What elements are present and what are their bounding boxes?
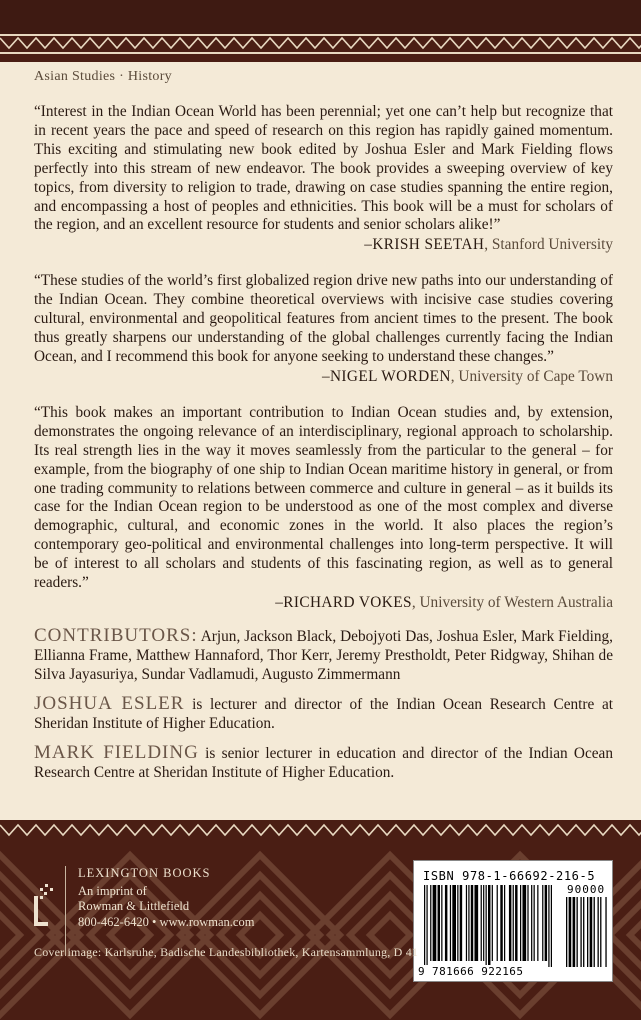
editor-bio-text: is senior lecturer in education and director of the Indian Ocean Research Centre at Sheridan Institute of Higher Education. [34,744,613,781]
addon-barcode-bars [566,897,608,967]
quote-institution: , University of Cape Town [450,367,613,385]
quote-text: “Interest in the Indian Ocean World has been perennial; yet one can’t help but recognize that in recent years the pace and speed of research on this region has rapidly gained momentum. This exciting and stimulating new book edited by Joshua Esler and Mark Fielding flows perfectly into this stream of new endeavor. The book provides a sweeping overview of key topics, from diversity to religion to trade, drawing on case studies spanning the entire region, and encompassing a host of peoples and ethnicities. This book will be a must for scholars of the region, and an excellent resource for students and senior scholars alike!” [34,103,613,234]
zigzag-border [0,823,641,837]
quote-attribution [34,235,613,254]
quote-author: –RICHARD VOKES [275,593,412,611]
quote-author: –KRISH SEETAH [364,236,485,254]
price-addon-number: 90000 [567,883,606,896]
top-decorative-band [0,0,641,62]
publisher-parent: Rowman & Littlefield [78,899,190,913]
contributors-names: Arjun, Jackson Black, Debojyoti Das, Joshua Esler, Mark Fielding, Ellianna Frame, Matthew Hannaford, Thor Kerr, Jeremy Prestholdt, Peter Ridgway, Shihan de Silva Jayasuriya, Sundar Vadlamudi, Augusto Zimmermann [34,627,613,683]
back-cover-content [34,103,613,782]
endorsement-quote [34,404,613,612]
endorsement-quote [34,103,613,254]
bottom-decorative-band [0,820,641,1020]
quote-author: –NIGEL WORDEN [321,367,451,385]
editor-bio [34,743,613,782]
quote-institution: , Stanford University [484,236,613,254]
contributors-heading: CONTRIBUTORS: [34,624,198,646]
publisher-imprint-line: An imprint of [78,883,147,898]
editor-name: JOSHUA ESLER [34,692,185,714]
publisher-contact: 800-462-6420 • www.rowman.com [78,914,255,929]
quote-institution: , University of Western Australia [411,593,613,611]
isbn-number: ISBN 978-1-66692-216-5 [423,869,596,883]
contributors-list [34,626,613,684]
publisher-name: LEXINGTON BOOKS [78,866,211,880]
category-label: Asian Studies · History [34,69,172,84]
zigzag-border [0,36,641,50]
ean-barcode-bars [424,885,552,967]
isbn-barcode [413,860,613,982]
editor-name: MARK FIELDING [34,741,199,763]
editor-bio [34,694,613,733]
lexington-logo-icon [34,884,56,926]
quote-text: “These studies of the world’s first globalized region drive new paths into our understanding of the Indian Ocean. They combine theoretical overviews with incisive case studies covering cultural, environmental and geopolitical features from ancient times to the present. The book thus greatly sharpens our understanding of the global challenges currently facing the Indian Ocean, and I recommend this book for anyone seeking to understand these changes.” [34,272,613,365]
quote-attribution [34,593,613,612]
editor-bio-text: is lecturer and director of the Indian Ocean Research Centre at Sheridan Institute of Higher Education. [34,695,613,732]
endorsement-quote [34,272,613,386]
quote-text: “This book makes an important contribution to Indian Ocean studies and, by extension, demonstrates the ongoing relevance of an interdisciplinary, regional approach to scholarship. Its real strength lies in the way it moves seamlessly from the particular to the general – for example, from the biography of one ship to Indian Ocean maritime history in general, or from one trading community to relations between commerce and culture in general – as it builds its case for the Indian Ocean region to be understood as one of the most complex and diverse demographic, cultural, and economic zones in the world. It also places the region’s contemporary geo-political and environmental challenges into long-term perspective. It will be of interest to all scholars and students of this fascinating region, as well as to general readers.” [34,403,613,592]
quote-attribution [34,367,613,386]
cover-image-credit: Cover image: Karlsruhe, Badische Landesbibliothek, Kartensammlung, D 41 [34,945,419,959]
ean-digits: 9 781666 922165 [418,965,524,978]
